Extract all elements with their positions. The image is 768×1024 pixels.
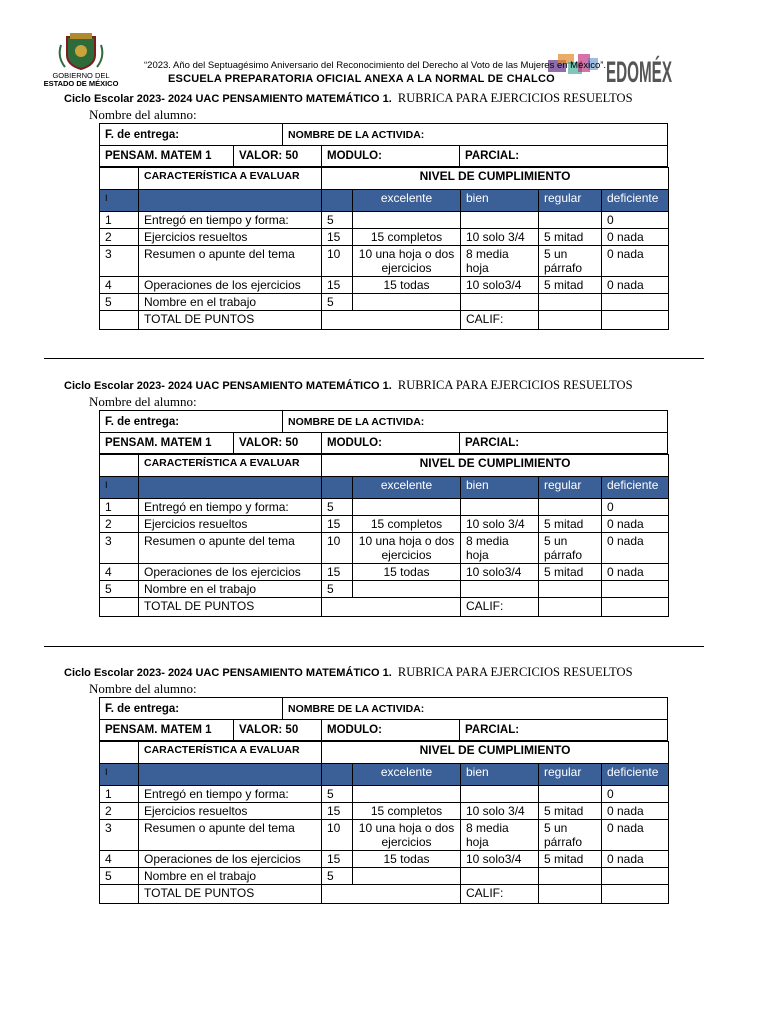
delivery-date-field[interactable]: F. de entrega: — [105, 415, 180, 428]
points: 5 — [322, 868, 353, 885]
level-deficiente: deficiente — [602, 477, 669, 499]
total-blank — [100, 885, 139, 904]
deficiente-cell: 0 nada — [602, 277, 669, 294]
regular-cell: 5 mitad — [539, 564, 602, 581]
grade-field[interactable] — [539, 598, 602, 617]
criterion: Nombre en el trabajo — [139, 868, 322, 885]
row-number: 1 — [100, 212, 139, 229]
excelente-cell: 15 completos — [353, 229, 461, 246]
table-row — [100, 212, 669, 229]
blue-blank — [322, 764, 353, 786]
student-name-label: Nombre del alumno: — [89, 681, 197, 696]
excelente-cell — [353, 868, 461, 885]
table-row — [100, 868, 669, 885]
svg-text:ESTADO DE MÉXICO: ESTADO DE MÉXICO — [43, 79, 119, 88]
excelente-cell — [353, 786, 461, 803]
rubric-form — [99, 410, 668, 617]
deficiente-cell — [602, 294, 669, 311]
student-name-label: Nombre del alumno: — [89, 107, 197, 122]
partial-field[interactable]: PARCIAL: — [459, 433, 667, 453]
row-number: 2 — [100, 516, 139, 533]
criteria-header: CARACTERÍSTICA A EVALUAR — [139, 455, 322, 477]
deficiente-cell: 0 nada — [602, 564, 669, 581]
row-number: 5 — [100, 581, 139, 598]
total-label: TOTAL DE PUNTOS — [139, 598, 322, 617]
excelente-cell — [353, 581, 461, 598]
deficiente-cell: 0 nada — [602, 516, 669, 533]
deficiente-cell: 0 nada — [602, 803, 669, 820]
school-name: ESCUELA PREPARATORIA OFICIAL ANEXA A LA NORMAL DE CHALCO — [168, 73, 555, 85]
cut-line — [44, 358, 704, 359]
total-blank — [100, 598, 139, 617]
subject-cell: PENSAM. MATEM 1 — [105, 150, 212, 162]
delivery-date-field[interactable]: F. de entrega: — [105, 702, 180, 715]
excelente-cell: 15 todas — [353, 277, 461, 294]
module-field[interactable]: MODULO: — [321, 433, 459, 453]
excelente-cell — [353, 294, 461, 311]
rubric-table — [99, 167, 669, 330]
points: 15 — [322, 229, 353, 246]
criteria-header: CARACTERÍSTICA A EVALUAR — [139, 742, 322, 764]
row-number: 4 — [100, 851, 139, 868]
points: 5 — [322, 294, 353, 311]
bien-cell — [461, 786, 539, 803]
points: 5 — [322, 212, 353, 229]
level-regular: regular — [539, 477, 602, 499]
table-header-row — [100, 742, 669, 764]
level-header: NIVEL DE CUMPLIMIENTO — [322, 742, 669, 764]
bien-cell — [461, 581, 539, 598]
regular-cell — [539, 868, 602, 885]
deficiente-cell — [602, 581, 669, 598]
table-row — [100, 564, 669, 581]
marker-cell: I — [100, 764, 139, 786]
table-row — [100, 820, 669, 851]
subject-cell: PENSAM. MATEM 1 — [105, 724, 212, 736]
value-cell: VALOR: 50 — [233, 146, 321, 166]
cycle-heading — [64, 378, 633, 393]
total-points-field[interactable] — [322, 311, 461, 330]
value-cell: VALOR: 50 — [233, 433, 321, 453]
deficiente-cell: 0 nada — [602, 851, 669, 868]
blue-blank — [322, 477, 353, 499]
value-cell: VALOR: 50 — [233, 720, 321, 740]
deficiente-cell: 0 — [602, 786, 669, 803]
delivery-date-field[interactable]: F. de entrega: — [105, 128, 180, 141]
row-number: 3 — [100, 820, 139, 851]
bien-cell: 10 solo3/4 — [461, 564, 539, 581]
info-row-2 — [99, 433, 668, 454]
regular-cell: 5 un párrafo — [539, 246, 602, 277]
total-points-field[interactable] — [322, 885, 461, 904]
criterion: Ejercicios resueltos — [139, 516, 322, 533]
deficiente-cell: 0 — [602, 499, 669, 516]
regular-cell: 5 un párrafo — [539, 820, 602, 851]
level-row — [100, 764, 669, 786]
deficiente-cell: 0 — [602, 212, 669, 229]
total-label: TOTAL DE PUNTOS — [139, 885, 322, 904]
cycle-text: Ciclo Escolar 2023- 2024 UAC PENSAMIENTO MATEMÁTICO 1. — [64, 93, 392, 105]
total-points-field[interactable] — [322, 598, 461, 617]
total-blank — [602, 885, 669, 904]
rubric-title: RUBRICA PARA EJERCICIOS RESUELTOS — [397, 378, 633, 392]
regular-cell: 5 mitad — [539, 851, 602, 868]
criterion: Nombre en el trabajo — [139, 581, 322, 598]
criterion: Resumen o apunte del tema — [139, 246, 322, 277]
points: 5 — [322, 499, 353, 516]
info-row-1 — [99, 123, 668, 146]
table-row — [100, 516, 669, 533]
grade-field[interactable] — [539, 311, 602, 330]
total-row — [100, 885, 669, 904]
rubric-table — [99, 741, 669, 904]
partial-field[interactable]: PARCIAL: — [459, 146, 667, 166]
excelente-cell: 15 todas — [353, 564, 461, 581]
cycle-heading — [64, 665, 633, 680]
table-row — [100, 803, 669, 820]
excelente-cell — [353, 212, 461, 229]
level-excelente: excelente — [353, 190, 461, 212]
row-number: 2 — [100, 229, 139, 246]
grade-label: CALIF: — [461, 311, 539, 330]
row-number: 4 — [100, 564, 139, 581]
total-label: TOTAL DE PUNTOS — [139, 311, 322, 330]
criterion: Entregó en tiempo y forma: — [139, 212, 322, 229]
row-number: 3 — [100, 533, 139, 564]
level-bien: bien — [461, 764, 539, 786]
level-deficiente: deficiente — [602, 764, 669, 786]
table-row — [100, 229, 669, 246]
table-header-row — [100, 168, 669, 190]
activity-name-field[interactable]: NOMBRE DE LA ACTIVIDA: — [282, 698, 667, 719]
rubric-table — [99, 454, 669, 617]
excelente-cell — [353, 499, 461, 516]
bien-cell: 8 media hoja — [461, 533, 539, 564]
excelente-cell: 15 todas — [353, 851, 461, 868]
excelente-cell: 15 completos — [353, 803, 461, 820]
bien-cell: 10 solo 3/4 — [461, 803, 539, 820]
table-row — [100, 277, 669, 294]
module-field[interactable]: MODULO: — [321, 720, 459, 740]
bien-cell: 10 solo 3/4 — [461, 229, 539, 246]
deficiente-cell — [602, 868, 669, 885]
activity-name-field[interactable]: NOMBRE DE LA ACTIVIDA: — [282, 411, 667, 432]
row-number: 3 — [100, 246, 139, 277]
total-blank — [602, 311, 669, 330]
points: 5 — [322, 786, 353, 803]
total-row — [100, 598, 669, 617]
bien-cell: 8 media hoja — [461, 820, 539, 851]
criterion: Nombre en el trabajo — [139, 294, 322, 311]
row-number: 1 — [100, 786, 139, 803]
deficiente-cell: 0 nada — [602, 246, 669, 277]
bien-cell — [461, 868, 539, 885]
bien-cell — [461, 294, 539, 311]
criterion: Operaciones de los ejercicios — [139, 851, 322, 868]
deficiente-cell: 0 nada — [602, 533, 669, 564]
regular-cell: 5 mitad — [539, 516, 602, 533]
info-row-1 — [99, 410, 668, 433]
blue-blank — [139, 190, 322, 212]
grade-field[interactable] — [539, 885, 602, 904]
table-header-row — [100, 455, 669, 477]
regular-cell — [539, 212, 602, 229]
row-number: 2 — [100, 803, 139, 820]
blue-blank — [322, 190, 353, 212]
points: 15 — [322, 277, 353, 294]
points: 5 — [322, 581, 353, 598]
student-name-label: Nombre del alumno: — [89, 394, 197, 409]
regular-cell: 5 mitad — [539, 803, 602, 820]
criterion: Operaciones de los ejercicios — [139, 277, 322, 294]
info-row-2 — [99, 720, 668, 741]
rubric-form — [99, 123, 668, 330]
criterion: Resumen o apunte del tema — [139, 533, 322, 564]
table-row — [100, 499, 669, 516]
svg-text:GOBIERNO DEL: GOBIERNO DEL — [52, 71, 110, 80]
rubric-form — [99, 697, 668, 904]
criterion: Entregó en tiempo y forma: — [139, 499, 322, 516]
table-row — [100, 246, 669, 277]
excelente-cell: 15 completos — [353, 516, 461, 533]
deficiente-cell: 0 nada — [602, 820, 669, 851]
level-regular: regular — [539, 764, 602, 786]
criterion: Operaciones de los ejercicios — [139, 564, 322, 581]
header-blank — [100, 455, 139, 477]
partial-field[interactable]: PARCIAL: — [459, 720, 667, 740]
regular-cell: 5 un párrafo — [539, 533, 602, 564]
level-bien: bien — [461, 190, 539, 212]
module-field[interactable]: MODULO: — [321, 146, 459, 166]
level-regular: regular — [539, 190, 602, 212]
header-blank — [100, 168, 139, 190]
criteria-header: CARACTERÍSTICA A EVALUAR — [139, 168, 322, 190]
row-number: 4 — [100, 277, 139, 294]
points: 15 — [322, 803, 353, 820]
total-row — [100, 311, 669, 330]
blue-blank — [139, 764, 322, 786]
bien-cell — [461, 499, 539, 516]
subject-cell: PENSAM. MATEM 1 — [105, 437, 212, 449]
level-row — [100, 477, 669, 499]
grade-label: CALIF: — [461, 598, 539, 617]
table-row — [100, 581, 669, 598]
state-government-logo — [34, 31, 128, 89]
coat-of-arms-icon — [34, 31, 128, 89]
regular-cell — [539, 294, 602, 311]
info-row-1 — [99, 697, 668, 720]
criterion: Resumen o apunte del tema — [139, 820, 322, 851]
cycle-text: Ciclo Escolar 2023- 2024 UAC PENSAMIENTO MATEMÁTICO 1. — [64, 380, 392, 392]
level-excelente: excelente — [353, 477, 461, 499]
deficiente-cell: 0 nada — [602, 229, 669, 246]
row-number: 5 — [100, 294, 139, 311]
rubric-title: RUBRICA PARA EJERCICIOS RESUELTOS — [397, 665, 633, 679]
points: 15 — [322, 516, 353, 533]
level-deficiente: deficiente — [602, 190, 669, 212]
criterion: Ejercicios resueltos — [139, 229, 322, 246]
excelente-cell: 10 una hoja o dos ejercicios — [353, 533, 461, 564]
points: 10 — [322, 533, 353, 564]
bien-cell: 10 solo3/4 — [461, 277, 539, 294]
bien-cell: 10 solo3/4 — [461, 851, 539, 868]
regular-cell: 5 mitad — [539, 277, 602, 294]
level-row — [100, 190, 669, 212]
regular-cell — [539, 581, 602, 598]
svg-text:EDOMÉX: EDOMÉX — [606, 56, 737, 89]
header-blank — [100, 742, 139, 764]
bien-cell: 10 solo 3/4 — [461, 516, 539, 533]
criterion: Entregó en tiempo y forma: — [139, 786, 322, 803]
table-row — [100, 786, 669, 803]
cycle-text: Ciclo Escolar 2023- 2024 UAC PENSAMIENTO MATEMÁTICO 1. — [64, 667, 392, 679]
cut-line — [44, 646, 704, 647]
points: 15 — [322, 851, 353, 868]
activity-name-field[interactable]: NOMBRE DE LA ACTIVIDA: — [282, 124, 667, 145]
points: 10 — [322, 246, 353, 277]
criterion: Ejercicios resueltos — [139, 803, 322, 820]
blue-blank — [139, 477, 322, 499]
table-row — [100, 851, 669, 868]
rubric-title: RUBRICA PARA EJERCICIOS RESUELTOS — [397, 91, 633, 105]
level-bien: bien — [461, 477, 539, 499]
points: 15 — [322, 564, 353, 581]
bien-cell — [461, 212, 539, 229]
grade-label: CALIF: — [461, 885, 539, 904]
row-number: 1 — [100, 499, 139, 516]
marker-cell: I — [100, 190, 139, 212]
excelente-cell: 10 una hoja o dos ejercicios — [353, 820, 461, 851]
regular-cell — [539, 786, 602, 803]
excelente-cell: 10 una hoja o dos ejercicios — [353, 246, 461, 277]
total-blank — [100, 311, 139, 330]
bien-cell: 8 media hoja — [461, 246, 539, 277]
regular-cell: 5 mitad — [539, 229, 602, 246]
total-blank — [602, 598, 669, 617]
announcement-text: “2023. Año del Septuagésimo Aniversario del Reconocimiento del Derecho al Voto de las Mujeres en México”. — [144, 60, 607, 71]
table-row — [100, 294, 669, 311]
table-row — [100, 533, 669, 564]
regular-cell — [539, 499, 602, 516]
cycle-heading — [64, 91, 633, 106]
marker-cell: I — [100, 477, 139, 499]
row-number: 5 — [100, 868, 139, 885]
points: 10 — [322, 820, 353, 851]
level-header: NIVEL DE CUMPLIMIENTO — [322, 168, 669, 190]
level-header: NIVEL DE CUMPLIMIENTO — [322, 455, 669, 477]
info-row-2 — [99, 146, 668, 167]
level-excelente: excelente — [353, 764, 461, 786]
